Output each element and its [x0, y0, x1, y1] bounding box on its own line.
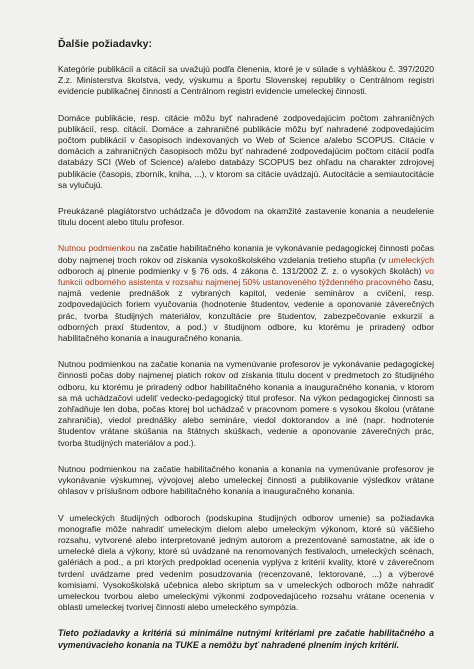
paragraph-substitutions: Domáce publikácie, resp. citácie môžu byť nahradené zodpovedajúcim počtom zahraničných publikácií, resp. citácií. Domáce a zahraničné publikácie môžu byť nahradené zodpovedajúcim počtom publikácií v časopisoch indexovaných vo Web of Science a/alebo SCOPUS. Citácie v domácich a zahraničných časopisoch môžu byť nahradené zodpovedajúcim počtom citácií podľa databázy SCI (Web of Science) a/alebo databázy SCOPUS bez ohľadu na charakter zdrojovej publikácie (časopis, zborník, kniha, ...), v ktorom sa citácie uvádzajú. Autocitácie a semiautocitácie sa vylučujú.: [58, 112, 434, 190]
highlight-necessary-condition: Nutnou podmienkou: [58, 243, 136, 254]
paragraph-professor-condition: Nutnou podmienkou na začatie konania na vymenúvanie profesorov je vykonávanie pedagogickej činnosti počas doby najmenej piatich rokov od získania titulu docent v predmetoch zo študijného odboru, ku ktorému je priradený odbor habilitačného konania a inauguračného konania, v ktorom sa má uchádzačovi udeliť vedecko-pedagogický titul profesor. Na výkon pedagogickej činnosti sa zohľadňuje len doba, počas ktorej bol uchádzač v pracovnom pomere s vysokou školou (vrátane zahraničia), viedol prednášky alebo semináre, viedol doktorandov a iné (napr. hodnotenie študentov vrátane skúšania na štátnych skúškach, vedenie a oponovanie záverečných prác, tvorba študijných materiálov a pod.).: [58, 359, 434, 448]
paragraph-plagiarism: Preukázané plagiátorstvo uchádzača je dôvodom na okamžité zastavenie konania a neudelenie titulu docent alebo titulu profesor.: [58, 206, 434, 228]
text-segment: času, najmä vedenie prednášok z vybraných kapitol, vedenie seminárov a cvičení, resp. zodpovedajúcich foriem vyučovania (hodnotenie študentov, vedenie a oponovanie záverečných prác, tvorba študijných materiálov, konzultácie pre študentov, zabezpečovanie exkurzií a odborných praxí študentov, a pod.) v študijnom odbore, ku ktorému je priradený odbor habilitačného konania a inauguračného konania.: [58, 277, 434, 344]
highlight-assistant-function: vo funkcii odborného asistenta v rozsahu najmenej 50% ustanoveného týždenného pracovného: [58, 265, 434, 288]
closing-statement: Tieto požiadavky a kritériá sú minimálne nutnými kritériami pre začatie habilitačného a vymenúvacieho konania na TUKE a nemôžu byť nahradené plnením iných kritérií.: [58, 628, 434, 650]
paragraph-categories: Kategórie publikácií a citácií sa uvažujú podľa členenia, ktoré je v súlade s vyhláškou č. 397/2020 Z.z. Ministerstva školstva, vedy, výskumu a športu Slovenskej republiky o Centrálnom registri evidencie publikačnej činnosti a Centrálnom registri evidencie umeleckej činnosti.: [58, 64, 434, 97]
section-heading: Ďalšie požiadavky:: [58, 38, 152, 50]
text-segment: na začatie habilitačného konania je vykonávanie pedagogickej činnosti počas doby najmenej troch rokov od získania vysokoškolského vzdelania tretieho stupňa (v: [58, 243, 434, 265]
highlight-artistic: umeleckých: [388, 254, 434, 265]
paragraph-research-condition: Nutnou podmienkou na začatie habilitačného konania a konania na vymenúvanie profesorov je vykonávanie výskumnej, vývojovej alebo umeleckej činnosti a publikovanie výsledkov vrátane ohlasov v príslušnom odbore habilitačného konania a inauguračného konania.: [58, 463, 434, 497]
paragraph-habilitation-condition: [58, 243, 434, 344]
paragraph-artistic-fields: V umeleckých študijných odboroch (podskupina študijných odborov umenie) sa požiadavka monografie môže nahradiť umeleckým dielom alebo umeleckým výkonom, ktoré sú väčšieho rozsahu, vytvorené alebo interpretované jedným autorom a prezentované samostatne, ak ide o umelecké diela a výkony, ktoré sú uvádzané na renomovaných festivaloch, umeleckých scénach, galériách a pod., a pri ktorých predpoklad ocenenia vyplýva z kritérií kvality, ktoré v záverečnom tvrdení uvádzame pred vedením posudzovania (recenzované, lektorované, ...) a výberové komisiami. Vysokoškolská učebnica alebo skriptum sa v umeleckých odboroch môže nahradiť umeleckou tvorbou alebo umeleckými výkonmi zodpovedajúceho rozsahu vrátane ocenenia v oblasti umeleckej tvorivej činnosti alebo umeleckého sympózia.: [58, 512, 434, 613]
text-segment: odboroch aj plnenie podmienky v § 76 ods. 4 zákona č. 131/2002 Z. z. o vysokých školách): [58, 265, 425, 276]
